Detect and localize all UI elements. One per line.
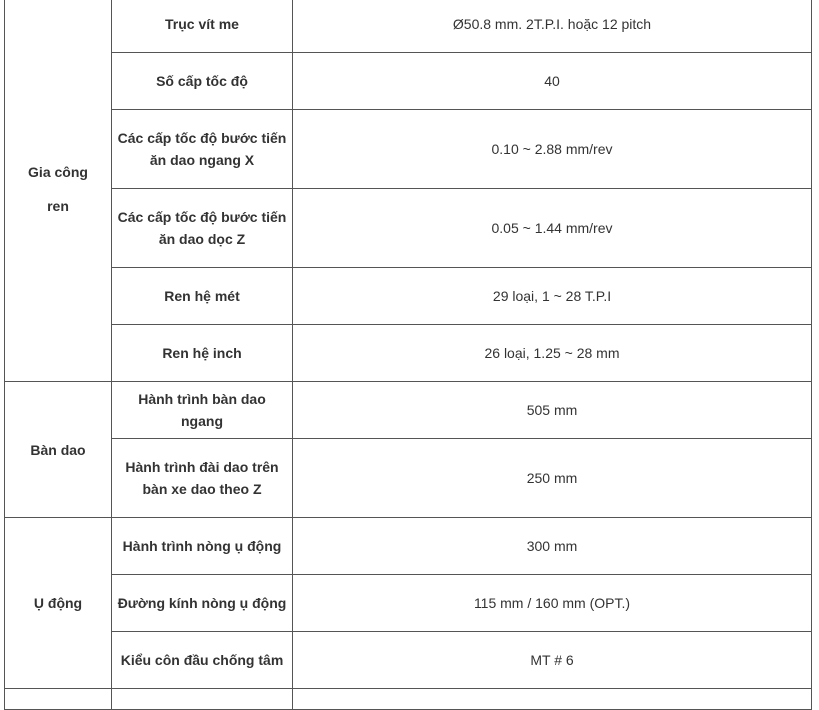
value-label: Ø50.8 mm. 2T.P.I. hoặc 12 pitch — [452, 16, 652, 32]
param-label: Ren hệ mét — [164, 288, 240, 304]
param-cell — [112, 575, 293, 632]
value-cell — [293, 110, 812, 189]
param-label: Số cấp tốc độ — [156, 73, 248, 89]
value-cell — [293, 268, 812, 325]
value-cell — [293, 53, 812, 110]
table-row — [5, 689, 812, 710]
table-row — [5, 268, 812, 325]
param-cell — [112, 325, 293, 382]
param-label: Trục vít me — [165, 16, 239, 32]
value-cell — [293, 325, 812, 382]
param-label: Hành trình bàn dao ngang — [138, 391, 266, 429]
table-row — [5, 0, 812, 53]
value-label: 300 mm — [526, 538, 578, 554]
value-cell — [293, 575, 812, 632]
param-cell — [112, 632, 293, 689]
table-row — [5, 189, 812, 268]
group-label: Bàn dao — [30, 441, 86, 458]
param-cell — [112, 439, 293, 518]
value-label: 250 mm — [526, 470, 578, 486]
table-cell — [5, 689, 112, 710]
value-cell — [293, 518, 812, 575]
param-label: Ren hệ inch — [162, 345, 242, 361]
table-row — [5, 325, 812, 382]
param-label: Đường kính nòng ụ động — [117, 595, 287, 611]
value-label: 29 loại, 1 ~ 28 T.P.I — [492, 288, 612, 304]
value-cell — [293, 439, 812, 518]
param-cell — [112, 0, 293, 53]
table-row — [5, 632, 812, 689]
table-row — [5, 439, 812, 518]
group-cell-thread — [5, 0, 112, 382]
value-cell — [293, 0, 812, 53]
group-label: Gia công ren — [28, 163, 88, 214]
value-label: MT # 6 — [530, 652, 574, 668]
table-row — [5, 518, 812, 575]
spec-table — [4, 0, 812, 710]
param-cell — [112, 518, 293, 575]
param-label: Hành trình nòng ụ động — [122, 538, 282, 554]
value-label: 0.10 ~ 2.88 mm/rev — [491, 141, 613, 157]
param-cell — [112, 110, 293, 189]
value-label: 115 mm / 160 mm (OPT.) — [473, 595, 631, 611]
param-label: Kiểu côn đầu chống tâm — [120, 652, 284, 668]
value-cell — [293, 189, 812, 268]
table-cell — [112, 689, 293, 710]
table-row — [5, 110, 812, 189]
table-row — [5, 382, 812, 439]
param-label: Các cấp tốc độ bước tiến ăn dao dọc Z — [117, 209, 287, 247]
value-cell — [293, 382, 812, 439]
param-cell — [112, 53, 293, 110]
param-label: Các cấp tốc độ bước tiến ăn dao ngang X — [117, 130, 287, 168]
value-cell — [293, 632, 812, 689]
table-cell — [293, 689, 812, 710]
group-cell-carriage — [5, 382, 112, 518]
param-label: Hành trình đài dao trên bàn xe dao theo Z — [125, 459, 279, 497]
param-cell — [112, 268, 293, 325]
group-label: Ụ động — [33, 595, 83, 611]
param-cell — [112, 189, 293, 268]
value-label: 40 — [544, 73, 560, 89]
value-label: 26 loại, 1.25 ~ 28 mm — [484, 345, 620, 361]
group-cell-tailstock — [5, 518, 112, 689]
value-label: 505 mm — [526, 402, 578, 418]
param-cell — [112, 382, 293, 439]
table-row — [5, 53, 812, 110]
table-row — [5, 575, 812, 632]
value-label: 0.05 ~ 1.44 mm/rev — [491, 220, 613, 236]
